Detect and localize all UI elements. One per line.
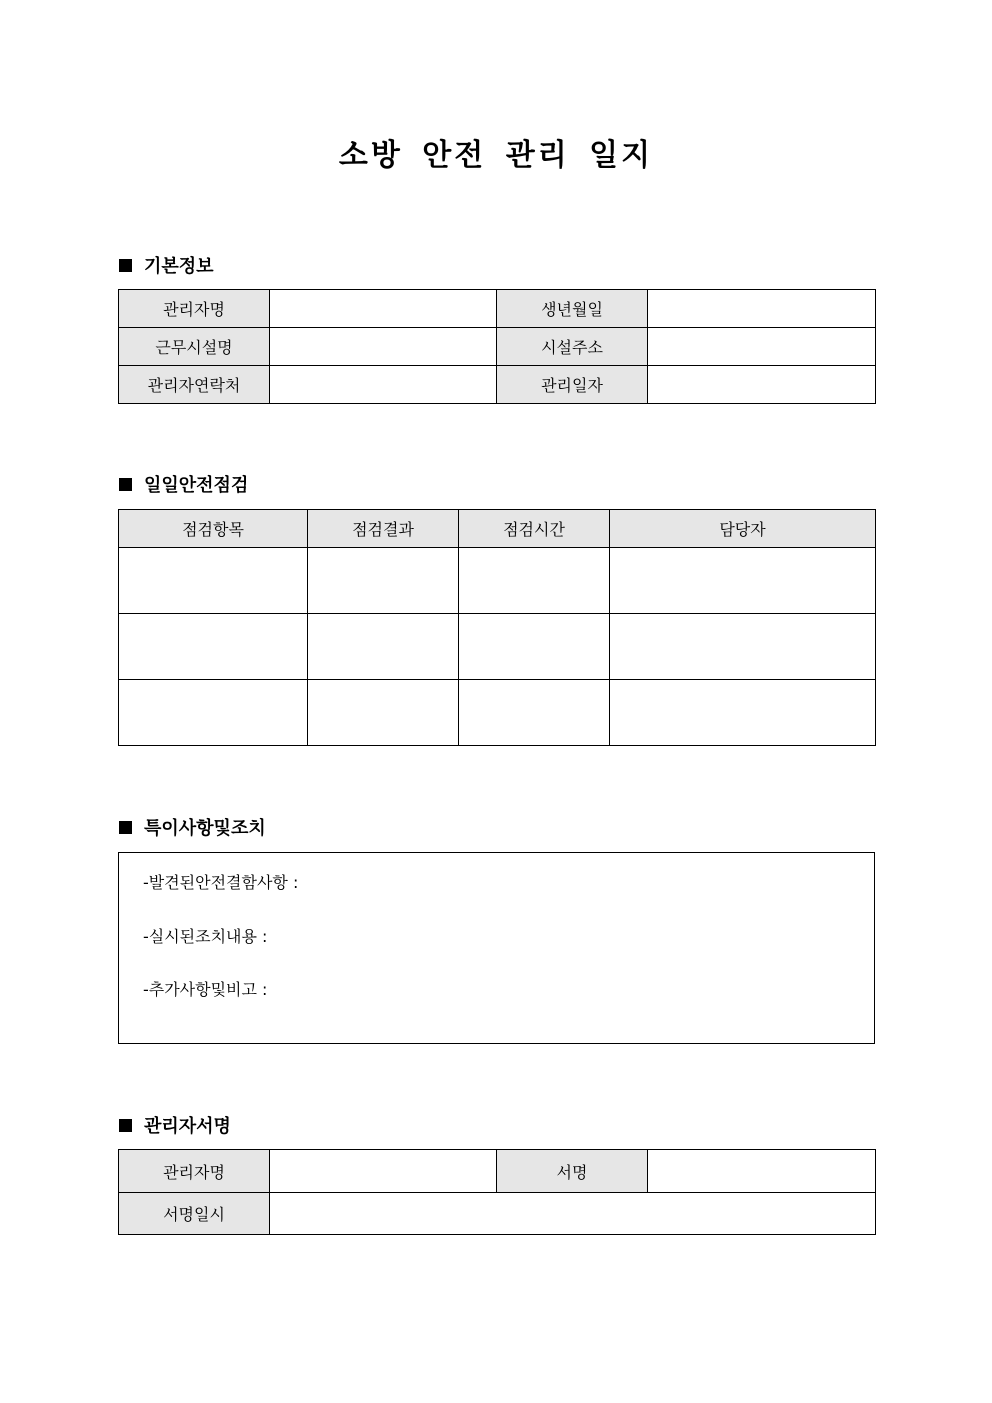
table-row [119, 328, 876, 366]
check-time-cell[interactable] [459, 614, 610, 680]
section-heading-text: 관리자서명 [144, 1116, 231, 1137]
section-heading-basic-info [119, 253, 214, 277]
signature-label: 서명 [497, 1150, 648, 1193]
square-bullet-icon [119, 259, 132, 272]
column-header-person-in-charge: 담당자 [610, 510, 876, 548]
person-in-charge-cell[interactable] [610, 614, 876, 680]
column-header-check-item: 점검항목 [119, 510, 308, 548]
manager-name-field[interactable] [270, 290, 497, 328]
table-row [119, 1150, 876, 1193]
daily-check-table [118, 509, 876, 746]
check-item-cell[interactable] [119, 680, 308, 746]
section-heading-daily-check [119, 472, 248, 496]
signature-datetime-field[interactable] [270, 1193, 876, 1235]
square-bullet-icon [119, 478, 132, 491]
table-row [119, 290, 876, 328]
facility-address-label: 시설주소 [497, 328, 648, 366]
column-header-check-time: 점검시간 [459, 510, 610, 548]
remark-actions-taken: -실시된조치내용 : [143, 927, 268, 946]
square-bullet-icon [119, 1119, 132, 1132]
section-heading-text: 특이사항및조치 [144, 818, 266, 839]
section-heading-text: 일일안전점검 [144, 475, 249, 496]
check-time-cell[interactable] [459, 548, 610, 614]
remark-additional-notes: -추가사항및비고 : [143, 980, 268, 999]
signature-datetime-label: 서명일시 [119, 1193, 270, 1235]
check-result-cell[interactable] [308, 548, 459, 614]
table-row [119, 548, 876, 614]
section-heading-text: 기본정보 [144, 256, 214, 277]
column-header-check-result: 점검결과 [308, 510, 459, 548]
management-date-label: 관리일자 [497, 366, 648, 404]
section-heading-remarks [119, 815, 266, 839]
manager-contact-field[interactable] [270, 366, 497, 404]
remarks-box[interactable] [118, 852, 875, 1044]
table-row [119, 366, 876, 404]
table-row [119, 1193, 876, 1235]
check-result-cell[interactable] [308, 680, 459, 746]
birth-date-label: 생년월일 [497, 290, 648, 328]
square-bullet-icon [119, 821, 132, 834]
person-in-charge-cell[interactable] [610, 680, 876, 746]
page-title: 소방 안전 관리 일지 [338, 138, 654, 173]
signature-manager-label: 관리자명 [119, 1150, 270, 1193]
manager-contact-label: 관리자연락처 [119, 366, 270, 404]
signature-manager-field[interactable] [270, 1150, 497, 1193]
management-date-field[interactable] [648, 366, 876, 404]
facility-address-field[interactable] [648, 328, 876, 366]
remark-safety-defects: -발견된안전결함사항 : [143, 873, 299, 892]
table-header-row [119, 510, 876, 548]
table-row [119, 614, 876, 680]
manager-name-label: 관리자명 [119, 290, 270, 328]
check-item-cell[interactable] [119, 614, 308, 680]
table-row [119, 680, 876, 746]
check-result-cell[interactable] [308, 614, 459, 680]
section-heading-signature [119, 1113, 231, 1137]
basic-info-table [118, 289, 876, 404]
check-item-cell[interactable] [119, 548, 308, 614]
birth-date-field[interactable] [648, 290, 876, 328]
person-in-charge-cell[interactable] [610, 548, 876, 614]
facility-name-field[interactable] [270, 328, 497, 366]
check-time-cell[interactable] [459, 680, 610, 746]
facility-name-label: 근무시설명 [119, 328, 270, 366]
signature-table [118, 1149, 876, 1235]
signature-field[interactable] [648, 1150, 876, 1193]
